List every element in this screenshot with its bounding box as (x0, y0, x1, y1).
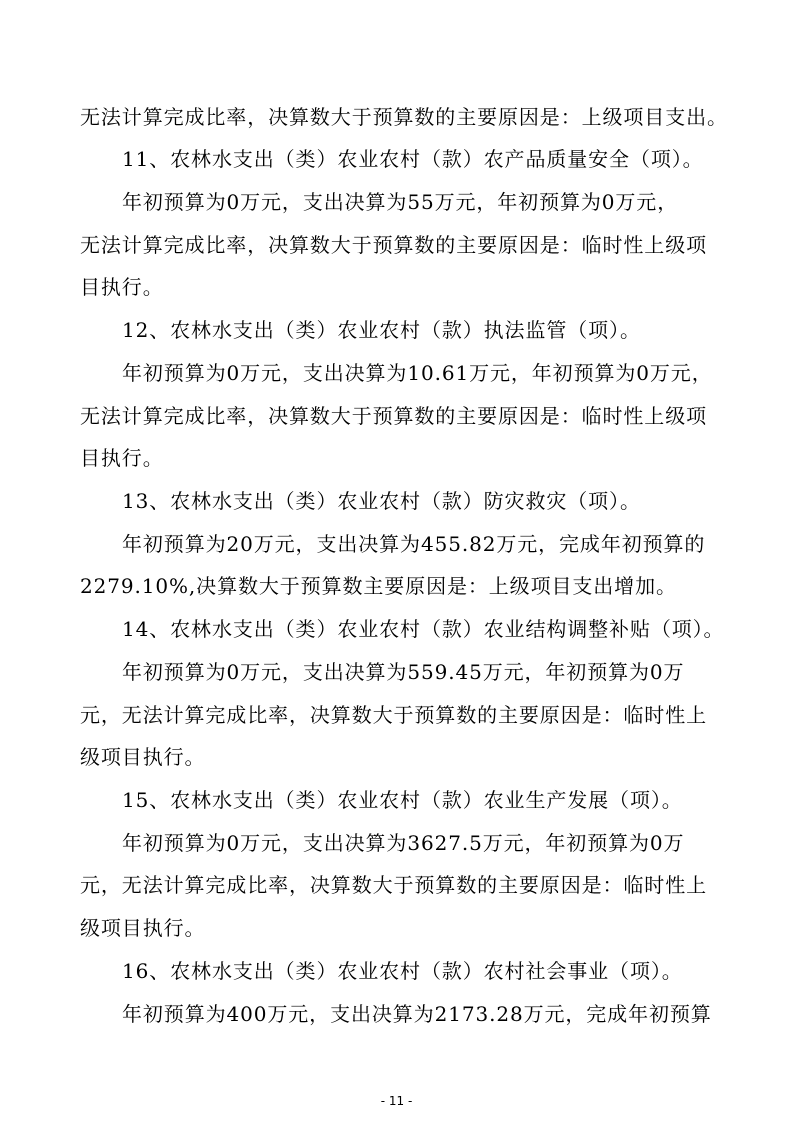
page-number: - 11 - (380, 1094, 413, 1108)
text-line: 元，无法计算完成比率，决算数大于预算数的主要原因是：临时性上 (80, 703, 707, 727)
item-heading-11: 11、农林水支出（类）农业农村（款）农产品质量安全（项）。 (122, 147, 704, 171)
text-line: 级项目执行。 (80, 916, 206, 940)
text-line: 2279.10%,决算数大于预算数主要原因是：上级项目支出增加。 (80, 574, 677, 598)
text-line: 年初预算为0万元，支出决算为559.45万元，年初预算为0万 (122, 660, 685, 684)
text-line: 年初预算为0万元，支出决算为10.61万元，年初预算为0万元， (122, 361, 713, 385)
text-line: 无法计算完成比率，决算数大于预算数的主要原因是：上级项目支出。 (80, 105, 728, 129)
text-line: 年初预算为0万元，支出决算为3627.5万元，年初预算为0万 (122, 831, 685, 855)
text-line: 年初预算为0万元，支出决算为55万元，年初预算为0万元， (122, 190, 679, 214)
text-line: 目执行。 (80, 275, 164, 299)
item-heading-13: 13、农林水支出（类）农业农村（款）防灾救灾（项）。 (122, 489, 641, 513)
item-heading-12: 12、农林水支出（类）农业农村（款）执法监管（项）。 (122, 318, 641, 342)
text-line: 无法计算完成比率，决算数大于预算数的主要原因是：临时性上级项 (80, 233, 707, 257)
text-line: 级项目执行。 (80, 745, 206, 769)
item-heading-15: 15、农林水支出（类）农业农村（款）农业生产发展（项）。 (122, 788, 683, 812)
text-line: 无法计算完成比率，决算数大于预算数的主要原因是：临时性上级项 (80, 404, 707, 428)
item-heading-16: 16、农林水支出（类）农业农村（款）农村社会事业（项）。 (122, 959, 683, 983)
text-line: 元，无法计算完成比率，决算数大于预算数的主要原因是：临时性上 (80, 873, 707, 897)
item-heading-14: 14、农林水支出（类）农业农村（款）农业结构调整补贴（项）。 (122, 617, 725, 641)
text-line: 年初预算为400万元，支出决算为2173.28万元，完成年初预算 (122, 1002, 712, 1026)
text-line: 目执行。 (80, 446, 164, 470)
text-line: 年初预算为20万元，支出决算为455.82万元，完成年初预算的 (122, 532, 706, 556)
